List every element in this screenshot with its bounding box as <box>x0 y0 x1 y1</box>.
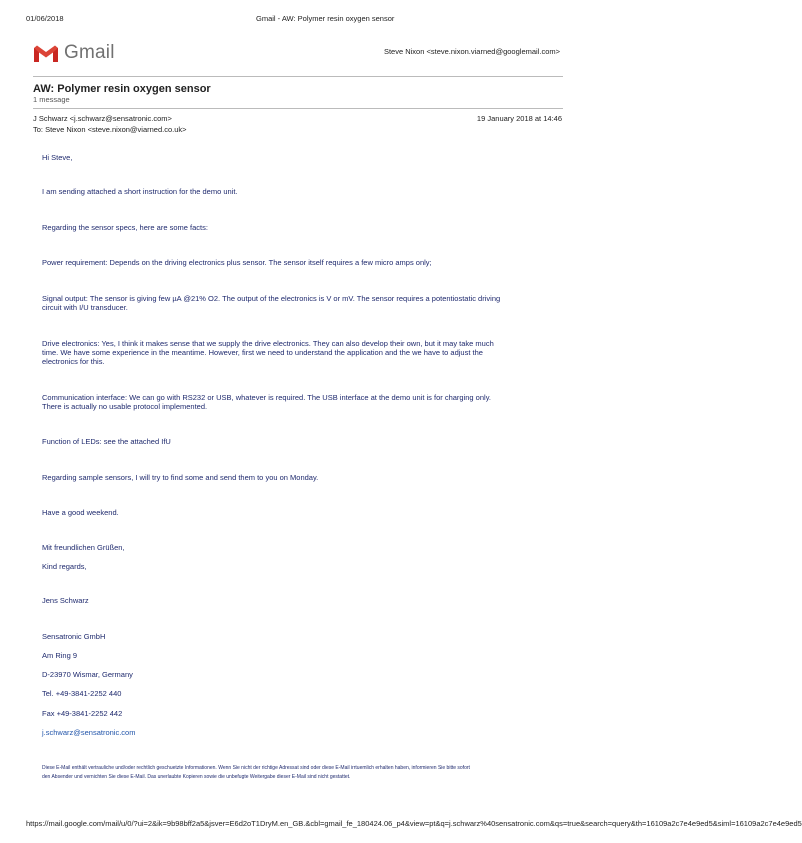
message-date: 19 January 2018 at 14:46 <box>476 114 562 123</box>
thread-subject: AW: Polymer resin oxygen sensor <box>33 83 211 95</box>
body-paragraph: Have a good weekend. <box>42 508 119 517</box>
body-paragraph: Regarding sample sensors, I will try to find some and send them to you on Monday. <box>42 473 319 482</box>
signature-fax: Fax +49-3841-2252 442 <box>42 709 123 718</box>
body-line: Drive electronics: Yes, I think it makes sense that we supply the drive electronics. They can also develop their own, but it may take much <box>42 339 494 348</box>
signature-email-link[interactable]: j.schwarz@sensatronic.com <box>42 728 136 737</box>
body-greeting: Hi Steve, <box>42 153 73 162</box>
signature-company: Sensatronic GmbH <box>42 632 106 641</box>
body-line: Communication interface: We can go with RS232 or USB, whatever is required. The USB interface at the demo unit is for charging only. <box>42 393 491 402</box>
print-title: Gmail - AW: Polymer resin oxygen sensor <box>256 14 395 23</box>
body-line: Signal output: The sensor is giving few µA @21% O2. The output of the electronics is V or mV. The sensor requires a potentiostatic driving <box>42 294 501 303</box>
closing-german: Mit freundlichen Grüßen, <box>42 543 125 552</box>
print-header <box>0 14 596 26</box>
signature-phone: Tel. +49-3841-2252 440 <box>42 689 122 698</box>
disclaimer-line: Diese E-Mail enthält vertrauliche und/oder rechtlich geschuetzte Informationen. Wenn Sie nicht der richtige Adressat sind oder diese E-Mail irrtuemlich erhalten haben, informieren Sie bitte sofort <box>42 765 470 771</box>
signature-city: D-23970 Wismar, Germany <box>42 670 133 679</box>
gmail-m-icon <box>33 44 59 63</box>
gmail-logo <box>33 41 115 65</box>
body-paragraph: Regarding the sensor specs, here are some facts: <box>42 223 208 232</box>
signature-street: Am Ring 9 <box>42 651 78 660</box>
message-count: 1 message <box>33 95 70 104</box>
legal-disclaimer <box>42 764 557 782</box>
header-divider <box>33 76 563 77</box>
body-paragraph: I am sending attached a short instruction for the demo unit. <box>42 187 238 196</box>
gmail-wordmark: Gmail <box>64 42 115 63</box>
print-date: 01/06/2018 <box>26 14 64 23</box>
disclaimer-line: den Absender und vernichten Sie diese E-Mail. Das unerlaubte Kopieren sowie die unbefugte Weitergabe dieser E-Mail sind nicht gestattet. <box>42 774 351 780</box>
body-paragraph: Function of LEDs: see the attached IfU <box>42 437 171 446</box>
body-paragraph <box>42 294 557 312</box>
body-line: time. We have some experience in the meantime. However, first we need to understand the application and the we have to adjust the <box>42 348 483 357</box>
body-line: There is actually no usable protocol implemented. <box>42 402 208 411</box>
signature-name: Jens Schwarz <box>42 596 89 605</box>
message-sender: J Schwarz <j.schwarz@sensatronic.com> <box>33 114 172 123</box>
body-line: electronics for this. <box>42 357 105 366</box>
body-paragraph: Power requirement: Depends on the driving electronics plus sensor. The sensor itself requires a few micro amps only; <box>42 258 432 267</box>
body-paragraph <box>42 393 557 411</box>
message-recipient: To: Steve Nixon <steve.nixon@viarned.co.uk> <box>33 125 187 134</box>
closing-english: Kind regards, <box>42 562 87 571</box>
body-line: circuit with I/U transducer. <box>42 303 128 312</box>
account-identity: Steve Nixon <steve.nixon.viarned@googlemail.com> <box>383 47 560 56</box>
footer-url: https://mail.google.com/mail/u/0/?ui=2&ik=9b98bff2a5&jsver=E6d2oT1DryM.en_GB.&cbl=gmail_fe_180424.06_p4&view=pt&q=j.schwarz%40sensatronic.com&qs=true&search=query&th=16109a2c7e4e9ed5&siml=16109a2c7e4e9ed5 <box>26 819 802 828</box>
body-paragraph <box>42 339 557 366</box>
thread-divider <box>33 108 563 109</box>
